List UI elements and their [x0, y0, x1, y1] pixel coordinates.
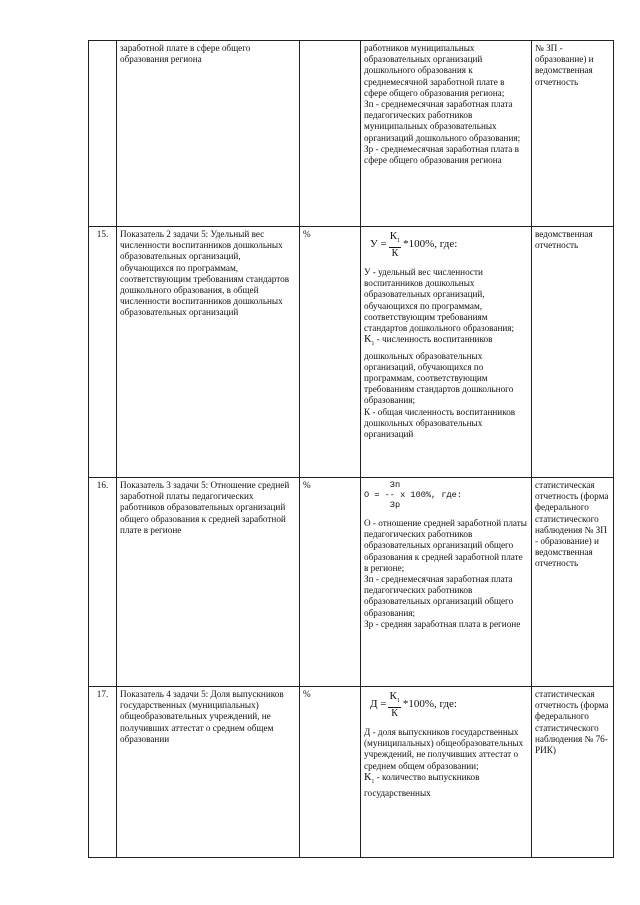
source-cell: статистическая отчетность (форма федерального статистического наблюдения № 76-РИК)	[532, 687, 614, 858]
table-row	[89, 227, 614, 478]
table-row	[89, 41, 614, 227]
formula-text: У - удельный вес численности воспитанников дошкольных образовательных организаций, обучающихся по программам, соответствующим требованиям стандартов дошкольного образования;	[364, 267, 515, 334]
formula-text: Д - доля выпускников государственных (муниципальных) общеобразовательных учреждений, не получивших аттестат о среднем общем образовании;	[364, 727, 524, 771]
formula-lhs: У =	[370, 238, 387, 251]
k1-symbol: К	[364, 770, 372, 783]
formula-equation: Зп О = -- x 100%, где: Зр	[364, 480, 462, 510]
source-cell: ведомственная отчетность	[532, 227, 614, 478]
formula-text: работников муниципальных образовательных организаций дошкольного образования к среднемесячной заработной плате в сфере общего образования региона;	[364, 43, 505, 98]
formula-text: Зр - средняя заработная плата в регионе	[364, 618, 521, 629]
fraction-denominator: К	[391, 708, 398, 720]
formula-text: О - отношение средней заработной платы педагогических работников образовательных организаций общего образования к средней заработной плате в регионе;	[364, 518, 527, 573]
source-cell: № ЗП - образование) и ведомственная отчетность	[532, 41, 614, 227]
k1-description: - количество выпускников государственных	[364, 771, 480, 799]
formula-lhs: Д =	[370, 698, 387, 711]
row-number: 15.	[89, 227, 117, 478]
indicator-name: Показатель 3 задачи 5: Отношение средней заработной платы педагогических работников образовательных организаций общего образования к средней заработной плате в регионе	[117, 478, 300, 687]
formula-cell	[361, 41, 532, 227]
formula-equation	[370, 231, 528, 259]
source-cell: статистическая отчетность (форма федерального статистического наблюдения № ЗП - образование) и ведомственная отчетность	[532, 478, 614, 687]
formula-fraction	[388, 690, 400, 720]
formula-rhs: *100%, где:	[402, 698, 457, 711]
table-row	[89, 478, 614, 687]
row-number: 16.	[89, 478, 117, 687]
formula-text	[364, 772, 528, 800]
numerator-subscript: 1	[396, 698, 400, 705]
indicator-name: Показатель 2 задачи 5: Удельный вес численности воспитанников дошкольных образовательных организаций, обучающихся по программам, соответствующим требованиям стандартов дошкольного образования, в общей численности воспитанников дошкольных образовательных организаций	[117, 227, 300, 478]
fraction-denominator: К	[391, 248, 399, 260]
formula-cell	[361, 687, 532, 858]
k1-description: - численность воспитанников дошкольных образовательных организаций, обучающихся по программам, соответствующим требованиям стандартов дошкольного образования;	[364, 334, 514, 406]
k1-subscript: 1	[371, 341, 375, 348]
formula-equation	[370, 691, 528, 719]
formula-fraction	[389, 230, 401, 260]
indicator-name: Показатель 4 задачи 5: Доля выпускников государственных (муниципальных) общеобразовательных учреждений, не получивших аттестат о среднем общем образовании	[117, 687, 300, 858]
unit-cell: %	[300, 478, 361, 687]
formula-cell	[361, 478, 532, 687]
unit-cell: %	[300, 687, 361, 858]
row-number	[89, 41, 117, 227]
unit-cell: %	[300, 227, 361, 478]
fraction-numerator: К	[389, 229, 398, 242]
formula-text: Зп - среднемесячная заработная плата педагогических работников муниципальных образовательных организаций дошкольного образования;	[364, 99, 521, 143]
table-row	[89, 687, 614, 858]
unit-cell	[300, 41, 361, 227]
k1-subscript: 1	[371, 779, 375, 785]
formula-text: К - общая численность воспитанников дошкольных образовательных организаций	[364, 406, 516, 440]
formula-cell	[361, 227, 532, 478]
k1-symbol: К	[364, 333, 372, 346]
indicators-table	[88, 40, 614, 858]
numerator-subscript: 1	[397, 238, 401, 245]
row-number: 17.	[89, 687, 117, 858]
formula-text: Зр - среднемесячная заработная плата в сфере общего образования региона	[364, 143, 519, 166]
indicator-name: заработной плате в сфере общего образования региона	[117, 41, 300, 227]
formula-text: Зп - среднемесячная заработная плата педагогических работников образовательных организаций общего образования;	[364, 574, 514, 618]
formula-rhs: *100%, где:	[403, 238, 458, 251]
formula-text	[364, 334, 528, 406]
fraction-numerator: К	[389, 689, 397, 702]
